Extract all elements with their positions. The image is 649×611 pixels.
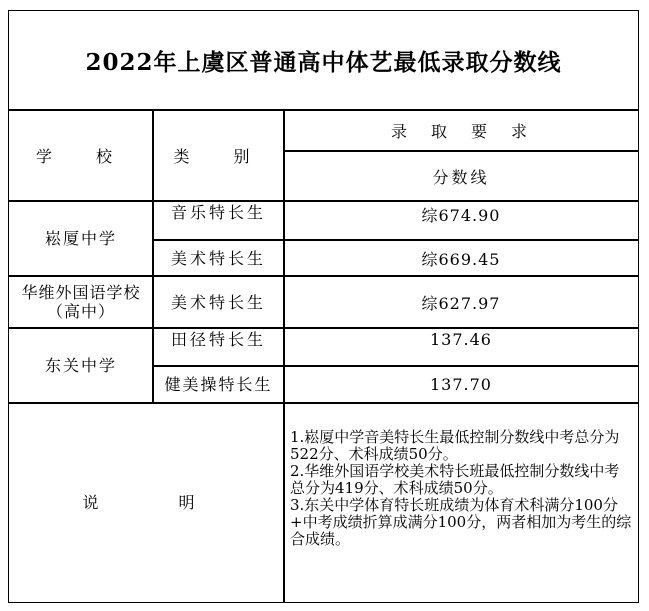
- category-cell: 音乐特长生: [152, 200, 285, 241]
- category-cell: 健美操特长生: [152, 365, 285, 404]
- note-item: 2.华维外国语学校美术特长班最低控制分数线中考总分为419分、术科成绩50分。: [290, 462, 620, 497]
- score-cell: 137.46: [283, 327, 639, 367]
- category-cell: 美术特长生: [152, 275, 285, 329]
- school-dongguan: 东关中学: [8, 327, 154, 404]
- score-cell: 综627.97: [283, 275, 639, 329]
- score-cell: 137.70: [283, 365, 639, 404]
- school-huawei: 华维外国语学校（高中）: [8, 275, 154, 329]
- header-school: 学 校: [8, 109, 154, 202]
- score-cell: 综669.45: [283, 239, 639, 277]
- header-category: 类 别: [152, 109, 285, 202]
- school-songxia: 崧厦中学: [8, 200, 154, 277]
- score-cell: 综674.90: [283, 200, 639, 241]
- category-cell: 美术特长生: [152, 239, 285, 277]
- notes-content: [283, 402, 639, 603]
- notes-label: 说 明: [8, 402, 285, 603]
- page-title: 2022年上虞区普通高中体艺最低录取分数线: [8, 10, 639, 111]
- header-requirement: 录 取 要 求: [283, 109, 639, 152]
- category-cell: 田径特长生: [152, 327, 285, 367]
- note-item: 1.崧厦中学音美特长生最低控制分数线中考总分为522分、术科成绩50分。: [290, 428, 620, 463]
- header-score-line: 分数线: [283, 150, 639, 202]
- note-item: 3.东关中学体育特长班成绩为体育术科满分100分+中考成绩折算成满分100分，两者相加为考生的综合成绩。: [290, 496, 632, 548]
